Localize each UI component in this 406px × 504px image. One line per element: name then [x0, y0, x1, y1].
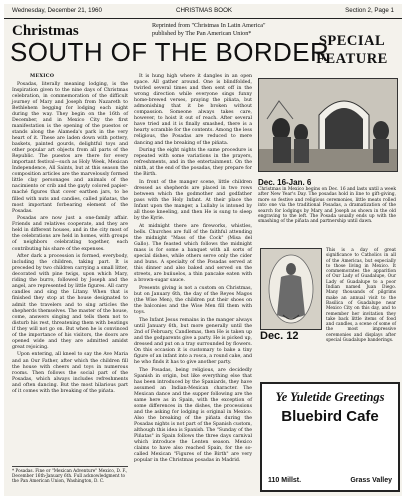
header-publication: CHRISTMAS BOOK	[176, 7, 233, 14]
guadalupe-drawing	[261, 249, 321, 329]
reprint-line-2: published by The Pan American Union*	[152, 30, 252, 37]
reprint-line-1: Reprinted from "Christmas In Latin America"	[152, 22, 266, 29]
article-paragraph: Upon entering, all kneel to say the Ave Maria and an Our Father, after which the children fill the house with cheers and toys in numerous rooms. Then follows the social part of the Posadas, which always includes refreshments and often dancing. But the most hilarious part of it comes with the breaking of the piñata.	[12, 352, 128, 394]
special-line-1: SPECIAL	[318, 33, 386, 49]
article-kicker: MEXICO	[30, 74, 55, 79]
footnote: * Posadas. Fine or "Mexican Adventure" Mexico, D. F., December 16th-January 6th. Full acknowledgment to the Pan American Union, Washington, D. C.	[12, 468, 128, 484]
ad-address-row	[268, 477, 392, 484]
article-kicker-para	[12, 74, 128, 80]
bluebird-cafe-ad	[260, 382, 400, 492]
posadas-date: Dec. 16-Jan. 6	[258, 178, 312, 187]
newspaper-page	[4, 4, 402, 496]
article-paragraph: During the eight nights the same procedure is repeated with some variations in the prayers, refreshments, and in the entertainment. On the ninth, at the end of the posadas, they prepare for the Birth.	[134, 148, 252, 178]
article-paragraph: In front of the manger scene, little children dressed as shepherds are placed in two rows between which the godmother and godfather pass with the Holy Infant. At their place the Infant upon the manger, a Lullaby is intoned by all those kneeling, and then He is sung to sleep by the Kyrie.	[134, 179, 252, 222]
article-paragraph: Presents giving is not a custom on Christmas, but on January 6th, the day of the Reyes Magos (the Wise Men), the children put their shoes on the balconies and the Wise Men fill them with toys.	[134, 285, 252, 316]
guadalupe-caption: This is a day of great significance to Catholics in all of the Americas, but especially to those living in Mexico. It commemorates the apparition of Our Lady of Guadalupe, Our Lady of Guadalupe to a poor Indian named Juan Diego. Many thousands of pilgrims make an annual visit to the Basilica of Guadalupe near Mexico City on this day, and to remember her invitation they take back little items of food and candles, a scene of some of the most impressive ceremonies and displays after special Guadalupe banderings.	[326, 248, 396, 344]
special-line-2: FEATURE	[316, 51, 388, 67]
ad-location: Grass Valley	[350, 477, 392, 484]
guadalupe-image	[260, 248, 322, 330]
article-paragraph: After dark a procession is formed, everybody, including the children, taking part. It is preceded by two children carrying a small litter, decorated with pine twigs, upon which Mary, riding the burro, followed by Joseph and the angel, are represented by little figures. All carry candles and sing the Litany. When that is finished they stop at the house designated to admit the travelers and to sing articles the shepherds themselves. The master of the house, come, answers singing and tells them not to disturb his rest, threatening them with beatings if they will not go on. But when he is convinced of the importance of his visitors, the doors are opened wide and they are admitted amidst great rejoicing.	[12, 254, 128, 350]
ad-business-name: Bluebird Cafe	[281, 408, 379, 425]
article-paragraph: Posadas, literally meaning lodging, is the Inspiration given to the nine days of Christmas celebration, in commemoration of the difficult journey of Mary and Joseph from Nazareth to Bethlehem begging for lodging each night during the way. They begin on the 16th of December, and in Mexico City the first manifestation is the opening of the puestos or stands along the Alameda's park in the very heart of it. These are laden down with pottery, baskets, painted gourds, delightful toys and other popular art objects from all parts of the Republic. The puestos are there for every important festival—such as Holy Week, Mexican Independence, All Saints, but at this season the composition articles are the marvelously formed little clay personages and animals of the nacimiento or crib and the gayly colored papier-maché figures that cover earthen jars, to be filled with nuts and candies, called piñatas, the most important forbearing element of the Posadas.	[12, 81, 128, 214]
article-paragraph: The Infant Jesus remains in the manger always until January 6th, but more generally until the 2nd of February, Candlemas, then He is taken up and the godparents give a party. He is picked up, dressed and put on a tray surrounded by flowers. On this occasion it is customary to bake a tiny figure of an infant into a rosca, a round cake, and he who finds it has to give another party.	[134, 317, 253, 366]
article-paragraph: At midnight there are fireworks, whistles, bells. Churches are full of the faithful attending the midnight "Mass of the Cock" (Misa del Gallo). The feasted which follows the midnight mass is for some a banquet with all sorts of special dishes, while others serve only the cider and buns. A specialty of the Posadas served at this dinner and also baked and served on the streets, are buñuelos, a thin pancake eaten with a brown-sugar sauce.	[134, 223, 252, 284]
reprint-note	[152, 22, 288, 38]
article-paragraph: Posadas are now just a one-family affair. Friends and relatives cooperate, and they are held in different houses, and in the city most of the celebrations are held in homes, with groups of neighbors celebrating together, each contributing his share of the expenses.	[12, 216, 128, 252]
christmas-label: Christmas	[12, 23, 79, 39]
headline: SOUTH OF THE BORDER	[10, 37, 330, 67]
header-date: Wednesday, December 21, 1960	[12, 7, 102, 14]
article-paragraph: It is hung high where it dangles in an open space. All gather around. One is blindfolded, twirled several times and then sent off in the wrong direction while everyone sings funny home-brewed verses, praying the piñata, but admonishing that it be broken without compassion. Someone always takes care, however, to hoist it out of reach. After several have tried and it is finally smashed, there is a hearty scramble for the contents. Among the less religious, the Posadas are reduced to mere dancing and the breaking of the piñata.	[134, 74, 252, 146]
posadas-caption-block	[258, 178, 396, 225]
guadalupe-date: Dec. 12	[260, 330, 299, 342]
ad-address: 110 Millst.	[268, 477, 302, 484]
article-column-1	[12, 74, 128, 396]
ad-slogan: Ye Yuletide Greetings	[275, 390, 385, 404]
page-header	[4, 4, 402, 19]
header-section: Section 2, Page 1	[345, 7, 394, 14]
article-paragraph: The Posadas, being religious, are decidedly Spanish in origin, but like everything else that has been introduced by the Spaniards, they have assumed an Indian-Mexican character. The Mexican dance and the supper following are the same here as in Spain, with the exception of some differences in the dishes, the processions and the asking for lodging is original in Mexico. Also the breaking of the piñata during the Posadas nights is not part of the Spanish custom, although this idea is Spanish. The "Sunday of the Piñatas" in Spain follows the three days carnival which introduce the Lenten season. Mexico claims to have also reached Spain, for the so-called Mexican "Figures of the Birth" are very popular in the Christmas posadas in Madrid.	[134, 367, 252, 464]
posadas-caption: Christmas in Mexico begins on Dec. 16 and lasts until a week after New Year's Day. The posadas hold in line to gift-giving, more so festive and religious ceremonies, little meats rolled into one via the traditional Posadas, a dramatization of the search for lodgings by Mary and Joseph as shown in the old engraving to the left. The Posada usually ends up with the smashing of the piñata and partnership until dawn.	[258, 187, 396, 225]
article-column-2	[134, 74, 252, 466]
posada-engraving-drawing	[259, 79, 397, 171]
posada-engraving-image	[258, 78, 398, 172]
